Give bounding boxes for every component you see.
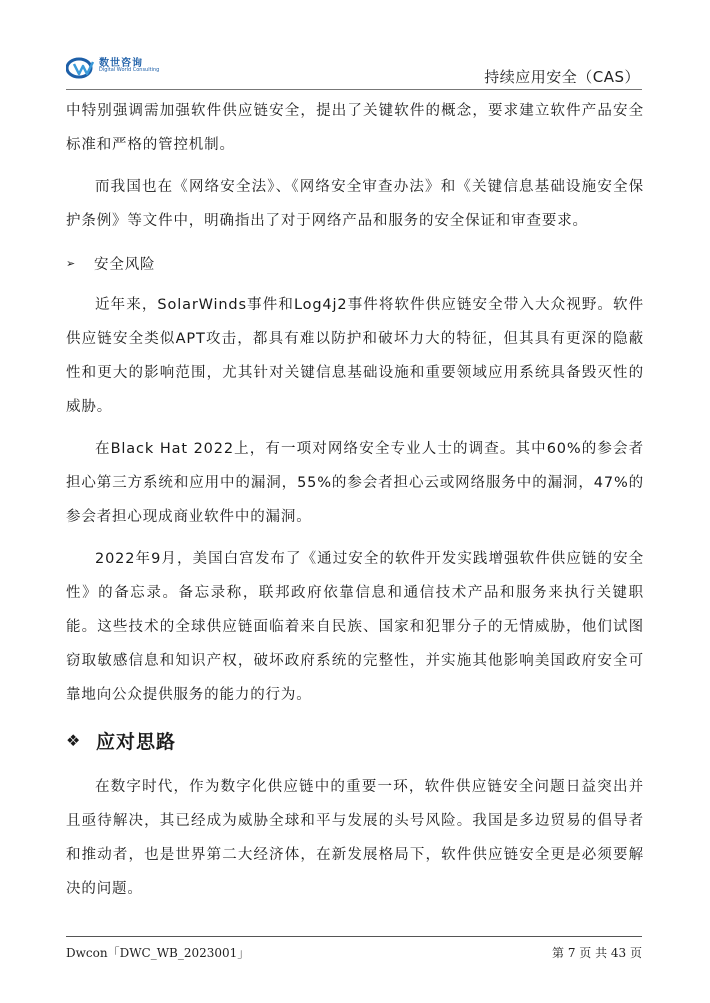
paragraph: 2022年9月，美国白宫发布了《通过安全的软件开发实践增强软件供应链的安全性》的备忘录。备忘录称，联邦政府依靠信息和通信技术产品和服务来执行关键职能。这些技术的全球供应链面临着来自民族、国家和犯罪分子的无情威胁，他们试图窃取敏感信息和知识产权，破坏政府系统的完整性，并实施其他影响美国政府安全可靠地向公众提供服务的能力的行为。 [66,551,644,703]
paragraph: 在Black Hat 2022上，有一项对网络安全专业人士的调查。其中60%的参会者担心第三方系统和应用中的漏洞，55%的参会者担心云或网络服务中的漏洞，47%的参会者担心现成商业软件中的漏洞。 [66,441,644,525]
page-body [66,94,644,914]
page-header [0,0,710,92]
subsection-heading-label: 安全风险 [94,256,156,273]
paragraph: 在数字时代，作为数字化供应链中的重要一环，软件供应链安全问题日益突出并且亟待解决，其已经成为威胁全球和平与发展的头号风险。我国是多边贸易的倡导者和推动者，也是世界第二大经济体，在新发展格局下，软件供应链安全更是必须要解决的问题。 [66,779,644,897]
company-logo [66,52,186,82]
paragraph: 中特别强调需加强软件供应链安全，提出了关键软件的概念，要求建立软件产品安全标准和严格的管控机制。 [66,103,644,153]
subsection-heading [66,246,644,280]
footer-page-number: 第 7 页 共 43 页 [552,946,642,960]
section-heading [66,720,644,760]
arrow-bullet-icon: ➢ [66,256,77,270]
logo-subtitle: Digital World Consulting [99,67,160,73]
document-title: 持续应用安全（CAS） [484,68,640,86]
diamond-bullet-icon: ❖ [66,730,82,750]
logo-name: 数世咨询 [99,58,143,69]
paragraph: 而我国也在《网络安全法》、《网络安全审查办法》和《关键信息基础设施安全保护条例》等文件中，明确指出了对于网络产品和服务的安全保证和审查要求。 [66,179,644,229]
section-heading-label: 应对思路 [96,730,177,753]
footer-document-id: Dwcon「DWC_WB_2023001」 [66,946,250,960]
header-divider [66,89,642,90]
footer-divider [66,936,642,937]
paragraph: 近年来，SolarWinds事件和Log4j2事件将软件供应链安全带入大众视野。软件供应链安全类似APT攻击，都具有难以防护和破坏力大的特征，但其具有更深的隐蔽性和更大的影响范围，尤其针对关键信息基础设施和重要领域应用系统具备毁灭性的威胁。 [66,297,644,415]
logo-mark-icon [66,52,100,82]
